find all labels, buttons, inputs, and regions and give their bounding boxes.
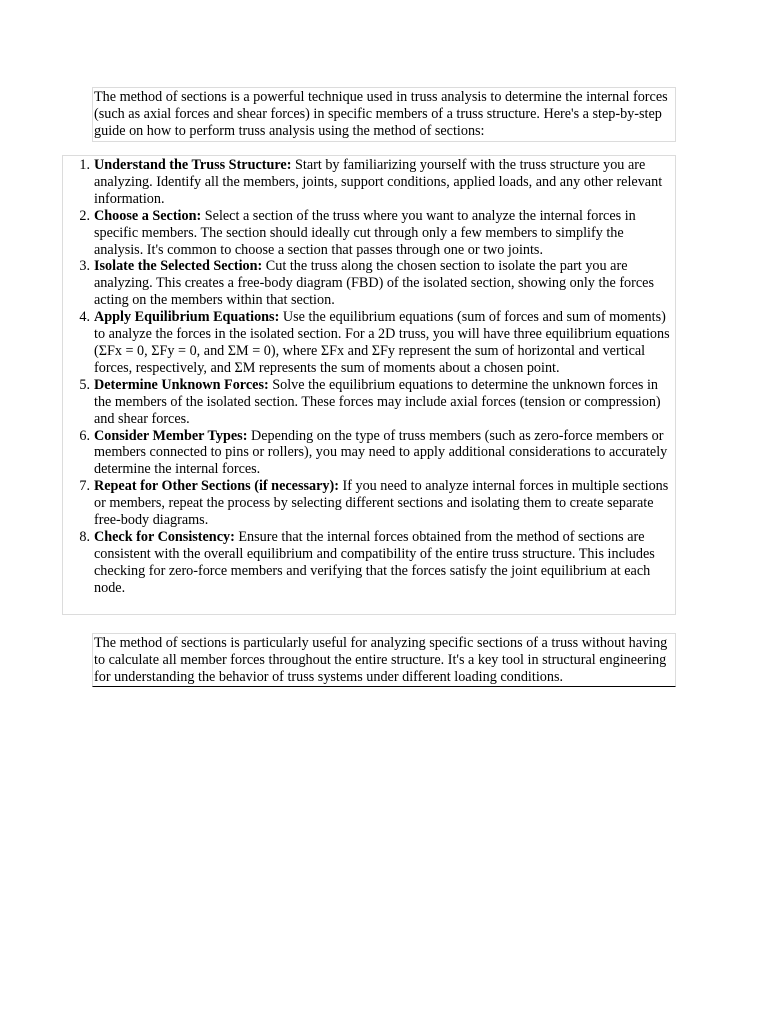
step-item-5 [63, 377, 675, 428]
step-item-7 [63, 478, 675, 529]
step-title: Choose a Section: [94, 207, 202, 224]
step-item-2 [63, 208, 675, 259]
step-number: 4. [79, 309, 90, 326]
step-number: 3. [79, 258, 90, 275]
steps-list-box [62, 155, 676, 615]
step-number: 8. [79, 528, 90, 545]
step-item-6 [63, 428, 675, 479]
step-item-3 [63, 258, 675, 309]
step-number: 6. [79, 427, 90, 444]
step-number: 5. [79, 376, 90, 393]
steps-list [63, 157, 675, 597]
step-title: Determine Unknown Forces: [94, 376, 269, 393]
step-text: Select a section of the truss where you want to analyze the internal forces in specific members. The section should ideally cut through only a few members to simplify the analysis. It's common to choose a section that passes through one or two joints. [94, 207, 636, 258]
closing-paragraph-box [92, 633, 676, 687]
step-title: Isolate the Selected Section: [94, 258, 263, 275]
step-title: Apply Equilibrium Equations: [94, 309, 280, 326]
step-number: 2. [79, 207, 90, 224]
step-title: Understand the Truss Structure: [94, 157, 292, 173]
step-text: Start by familiarizing yourself with the truss structure you are analyzing. Identify all the members, joints, support conditions, applied loads, and any other relevant information. [94, 157, 663, 207]
intro-paragraph: The method of sections is a powerful technique used in truss analysis to determine the internal forces (such as axial forces and shear forces) in specific members of a truss structure. Here's a step-by-step guide on how to perform truss analysis using the method of sections: [94, 89, 668, 139]
step-text: If you need to analyze internal forces in multiple sections or members, repeat the process by selecting different sections and isolating them to create separate free-body diagrams. [94, 478, 669, 529]
step-text: Depending on the type of truss members (such as zero-force members or members connected to pins or rollers), you may need to apply additional considerations to accurately determine the internal forces. [94, 427, 668, 478]
step-text: Use the equilibrium equations (sum of forces and sum of moments) to analyze the forces in the isolated section. For a 2D truss, you will have three equilibrium equations (ΣFx = 0, ΣFy = 0, and ΣM = 0), where ΣFx and ΣFy represent the sum of horizontal and vertical forces, respectively, and ΣM represents the sum of moments about a chosen point. [94, 309, 670, 376]
step-number: 7. [79, 478, 90, 495]
step-item-8 [63, 529, 675, 597]
step-title: Check for Consistency: [94, 528, 235, 545]
step-item-1 [63, 157, 675, 208]
step-title: Repeat for Other Sections (if necessary): [94, 478, 339, 495]
step-item-4 [63, 309, 675, 377]
step-text: Ensure that the internal forces obtained from the method of sections are consistent with the overall equilibrium and compatibility of the entire truss structure. This includes checking for zero-force members and verifying that the forces satisfy the joint equilibrium at each node. [94, 528, 655, 596]
step-text: Solve the equilibrium equations to determine the unknown forces in the members of the isolated section. These forces may include axial forces (tension or compression) and shear forces. [94, 376, 661, 427]
closing-paragraph: The method of sections is particularly useful for analyzing specific sections of a truss without having to calculate all member forces throughout the entire structure. It's a key tool in structural engineering for understanding the behavior of truss systems under different loading conditions. [94, 635, 668, 685]
step-number: 1. [79, 157, 90, 173]
intro-paragraph-box [92, 87, 676, 142]
step-title: Consider Member Types: [94, 427, 248, 444]
step-text: Cut the truss along the chosen section to isolate the part you are analyzing. This creates a free-body diagram (FBD) of the isolated section, showing only the forces acting on the members within that section. [94, 258, 654, 309]
